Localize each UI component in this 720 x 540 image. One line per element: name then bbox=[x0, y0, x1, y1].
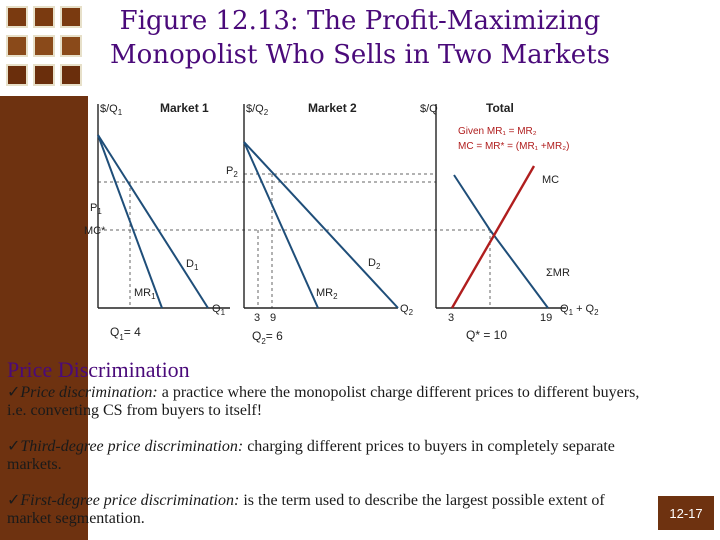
panel3-header: Total bbox=[486, 101, 514, 115]
q-star-total-label: Q* = 10 bbox=[466, 328, 508, 342]
panel3-ylabel: $/Q bbox=[420, 103, 438, 115]
bullet-third-degree bbox=[7, 438, 647, 474]
decor-tile bbox=[6, 6, 28, 28]
d1-label: $D_1$ bbox=[186, 258, 199, 272]
decor-tile bbox=[60, 64, 82, 86]
decor-tile bbox=[60, 6, 82, 28]
figure-svg bbox=[84, 90, 630, 348]
bullet-term: Price discrimination: bbox=[20, 384, 158, 401]
given-line-2: MC = MR* = (MR₁ +MR₂) bbox=[458, 141, 570, 152]
panel1-ylabel: $\$/Q_1$ bbox=[100, 103, 123, 117]
decor-tile bbox=[33, 64, 55, 86]
bullet-text: a practice where the monopolist charge different prices to different buyers, i.e. converting CS from buyers to itself! bbox=[7, 384, 640, 419]
panel2-tick-9: 9 bbox=[270, 312, 277, 324]
q2-axis-label: $Q_2$ bbox=[400, 303, 414, 317]
q1-star-label: $Q_1= 4$ bbox=[110, 325, 141, 342]
guide-lines bbox=[98, 174, 490, 308]
mr1-label: $MR_1$ bbox=[134, 287, 156, 301]
given-line-1: Given MR₁ = MR₂ bbox=[458, 126, 537, 137]
mr2-label: $MR_2$ bbox=[316, 287, 338, 301]
slide-title bbox=[110, 4, 610, 72]
bullet-first-degree bbox=[7, 492, 647, 528]
curves bbox=[98, 135, 548, 308]
demand-curve-2 bbox=[244, 142, 398, 308]
check-bullet-icon: ✓ bbox=[7, 492, 21, 509]
decor-tile bbox=[33, 35, 55, 57]
bullet-price-discrimination bbox=[7, 384, 647, 420]
panel3-tick-3: 3 bbox=[448, 312, 455, 324]
decor-tile bbox=[6, 64, 28, 86]
sum-mr-curve bbox=[454, 175, 548, 308]
panel2-tick-3: 3 bbox=[254, 312, 261, 324]
mr-curve-2 bbox=[244, 142, 318, 308]
mc-star-label: MC* bbox=[84, 225, 106, 237]
panel1-header: Market 1 bbox=[160, 101, 209, 115]
check-bullet-icon: ✓ bbox=[7, 384, 21, 401]
decor-tile bbox=[60, 35, 82, 57]
panel2-p-label: $P_2$ bbox=[226, 165, 238, 179]
panel3-tick-19: 19 bbox=[540, 312, 553, 324]
q2-star-label: $Q_2= 6$ bbox=[252, 329, 283, 346]
sum-mr-label: ΣMR bbox=[546, 267, 570, 279]
bullet-text: charging different prices to buyers in completely separate markets. bbox=[7, 438, 615, 473]
panel2-header: Market 2 bbox=[308, 101, 357, 115]
decor-tile bbox=[33, 6, 55, 28]
monopoly-figure bbox=[84, 90, 630, 348]
section-heading: Price Discrimination bbox=[7, 357, 190, 382]
panel2-ylabel: $\$/Q_2$ bbox=[246, 103, 269, 117]
bullet-text: is the term used to describe the largest possible extent of market segmentation. bbox=[7, 492, 605, 527]
slide-title-line-2: Monopolist Who Sells in Two Markets bbox=[110, 40, 610, 70]
check-bullet-icon: ✓ bbox=[7, 438, 21, 455]
decor-tile bbox=[6, 35, 28, 57]
panel1-p-label: $P_1$ bbox=[90, 202, 102, 216]
bullet-term: Third-degree price discrimination: bbox=[20, 438, 244, 455]
q1-axis-label: $Q_1$ bbox=[212, 303, 226, 317]
slide-title-line-1: Figure 12.13: The Profit-Maximizing bbox=[119, 6, 601, 36]
mc-curve bbox=[452, 166, 534, 308]
mc-label: MC bbox=[542, 174, 560, 186]
slide-number: 12-17 bbox=[658, 496, 714, 530]
bullet-term: First-degree price discrimination: bbox=[20, 492, 240, 509]
d2-label: $D_2$ bbox=[368, 257, 381, 271]
content-text bbox=[7, 358, 647, 528]
total-axis-label: $Q_1 + Q_2$ bbox=[560, 303, 599, 317]
